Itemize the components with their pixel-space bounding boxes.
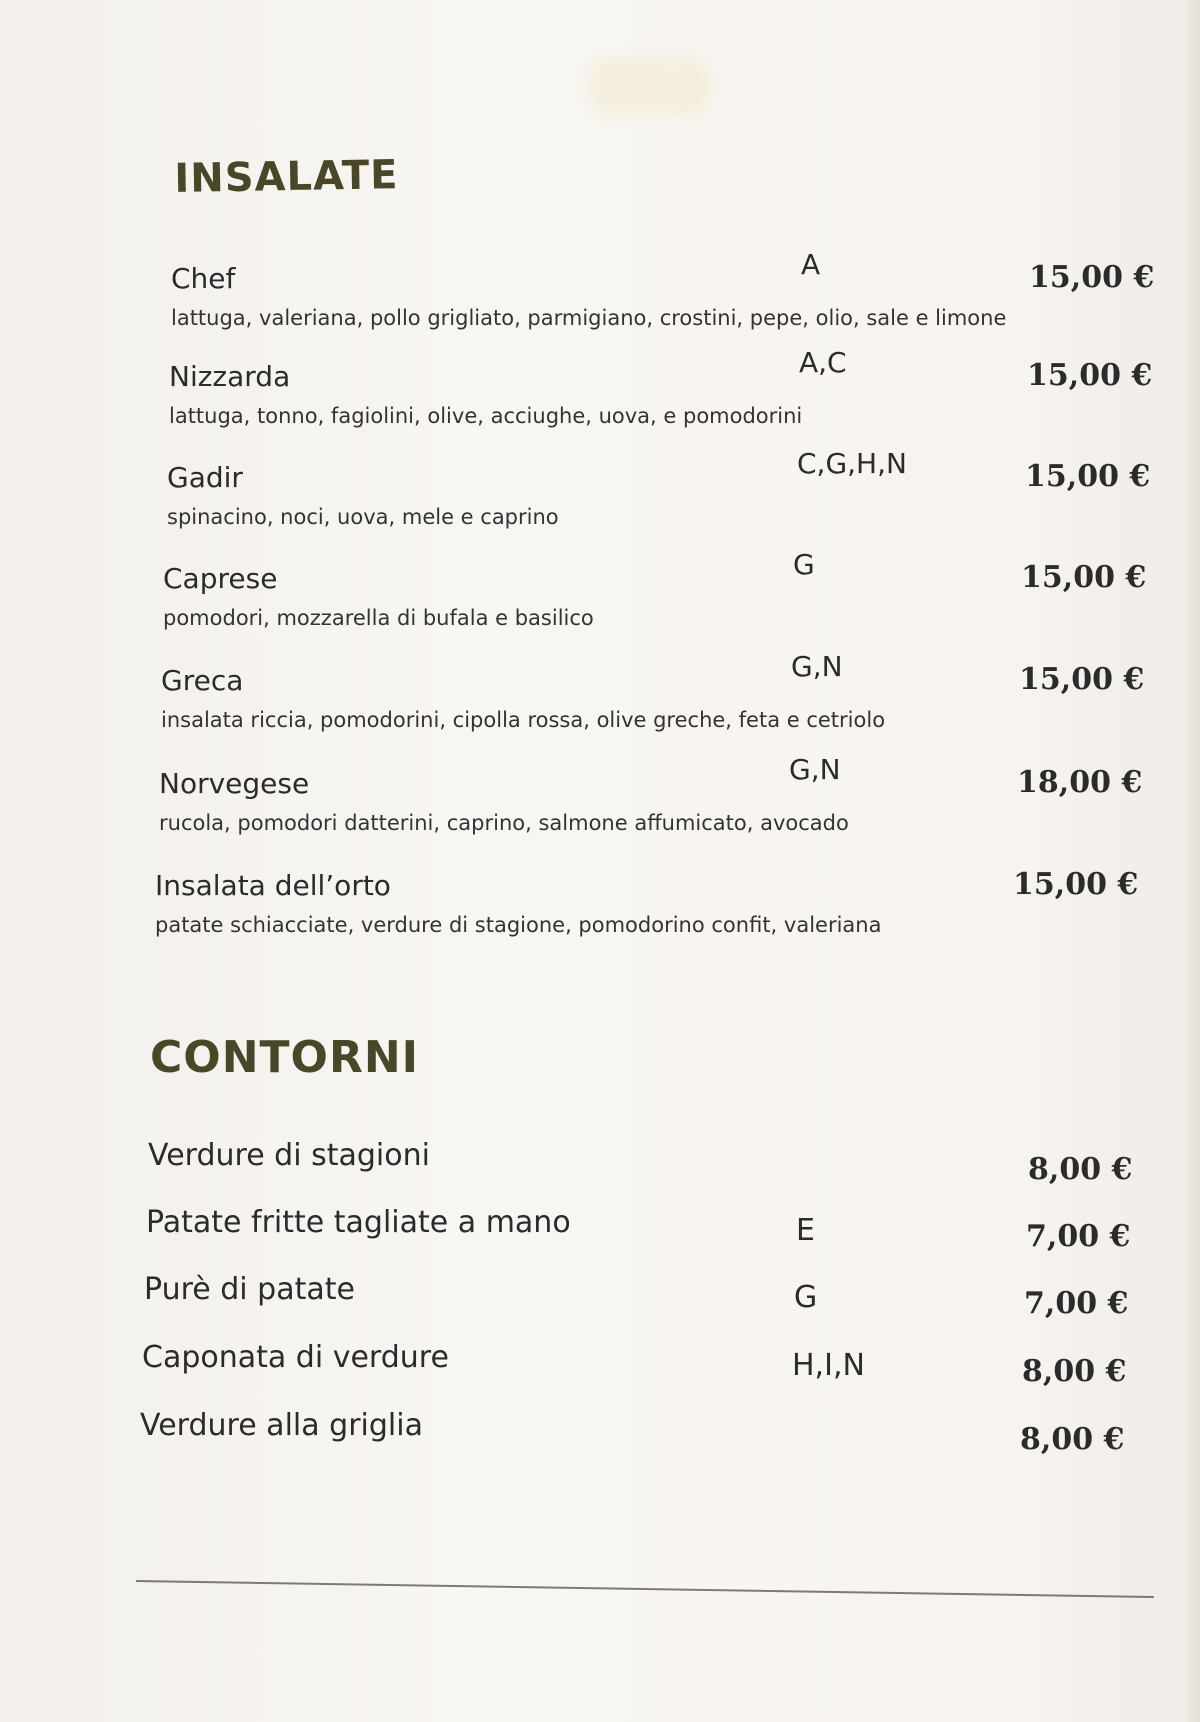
item-name: Gadir — [167, 461, 243, 494]
item-price: 7,00 € — [1024, 1286, 1129, 1321]
item-description: pomodori, mozzarella di bufala e basilico — [163, 606, 594, 630]
item-allergens: H,I,N — [792, 1348, 865, 1383]
item-name: Purè di patate — [144, 1272, 355, 1307]
menu-item-chef — [171, 248, 1171, 352]
section-title-insalate: INSALATE — [174, 152, 399, 202]
paper-stain — [590, 58, 710, 114]
item-allergens: G — [794, 1280, 818, 1315]
item-allergens: G,N — [791, 650, 843, 683]
item-allergens: A,C — [799, 346, 847, 379]
item-name: Chef — [171, 262, 236, 295]
menu-item-gadir — [167, 447, 1167, 551]
page-edge — [1188, 0, 1200, 1722]
side-item-patate-fritte — [146, 1205, 1146, 1265]
item-description: patate schiacciate, verdure di stagione, pomodorino confit, valeriana — [155, 913, 882, 937]
item-name: Nizzarda — [169, 360, 291, 393]
section-title-contorni: CONTORNI — [150, 1032, 420, 1083]
item-name: Verdure di stagioni — [148, 1138, 430, 1173]
item-price: 8,00 € — [1028, 1152, 1133, 1187]
item-description: insalata riccia, pomodorini, cipolla rossa, olive greche, feta e cetriolo — [161, 708, 886, 732]
menu-item-greca — [161, 650, 1161, 754]
item-name: Verdure alla griglia — [140, 1408, 423, 1443]
footer-divider — [136, 1580, 1154, 1598]
item-price: 8,00 € — [1020, 1422, 1125, 1457]
menu-item-insalata-dell-orto — [155, 869, 1155, 959]
item-price: 15,00 € — [1029, 260, 1155, 295]
item-name: Caponata di verdure — [142, 1340, 449, 1375]
item-price: 15,00 € — [1027, 358, 1153, 393]
side-item-pure-di-patate — [144, 1272, 1144, 1332]
item-allergens: G,N — [789, 753, 841, 786]
side-item-verdure-alla-griglia — [140, 1408, 1140, 1468]
item-allergens: A — [801, 248, 821, 281]
side-item-verdure-di-stagioni — [148, 1138, 1148, 1198]
menu-item-norvegese — [159, 753, 1159, 857]
item-allergens: E — [796, 1213, 815, 1248]
item-name: Patate fritte tagliate a mano — [146, 1205, 571, 1240]
item-description: lattuga, tonno, fagiolini, olive, acciughe, uova, e pomodorini — [169, 404, 803, 428]
item-price: 15,00 € — [1019, 662, 1145, 697]
item-name: Greca — [161, 664, 244, 697]
menu-item-caprese — [163, 548, 1163, 652]
item-allergens: G — [793, 548, 815, 581]
side-item-caponata — [142, 1340, 1142, 1400]
item-name: Insalata dell’orto — [155, 869, 391, 902]
item-price: 15,00 € — [1013, 867, 1139, 902]
menu-item-nizzarda — [169, 346, 1169, 450]
item-price: 15,00 € — [1021, 560, 1147, 595]
item-description: spinacino, noci, uova, mele e caprino — [167, 505, 559, 529]
item-description: rucola, pomodori datterini, caprino, salmone affumicato, avocado — [159, 811, 849, 835]
item-price: 18,00 € — [1017, 765, 1143, 800]
item-price: 15,00 € — [1025, 459, 1151, 494]
item-price: 8,00 € — [1022, 1354, 1127, 1389]
item-name: Norvegese — [159, 767, 310, 800]
item-price: 7,00 € — [1026, 1219, 1131, 1254]
item-allergens: C,G,H,N — [797, 447, 907, 480]
item-name: Caprese — [163, 562, 278, 595]
item-description: lattuga, valeriana, pollo grigliato, parmigiano, crostini, pepe, olio, sale e limone — [171, 306, 1007, 330]
